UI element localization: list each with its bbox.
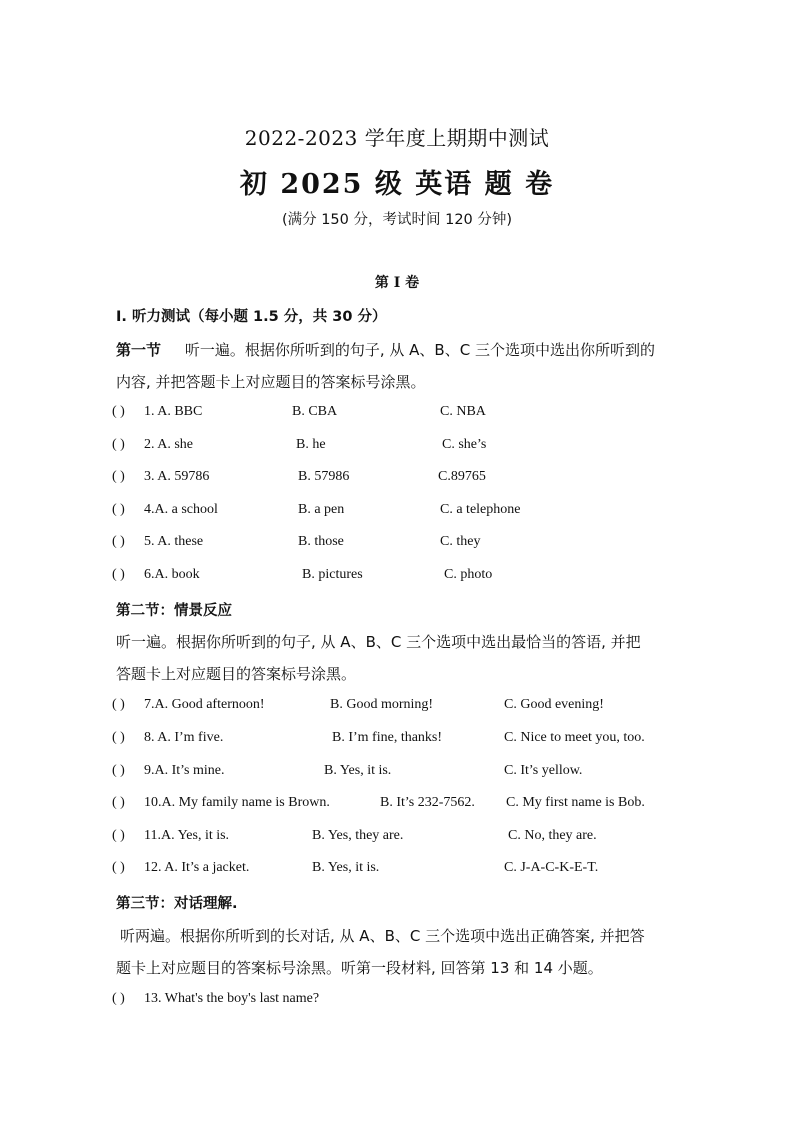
section1-label: 第一节 (116, 341, 162, 359)
answer-blank[interactable]: ( ) (112, 763, 125, 778)
answer-blank[interactable]: ( ) (112, 534, 125, 549)
question-option-b: B. 57986 (298, 469, 350, 484)
section1-text-line1: 听一遍。根据你所听到的句子, 从 A、B、C 三个选项中选出你所听到的 (184, 341, 655, 359)
question-option-b: B. a pen (298, 502, 345, 517)
exam-note: (满分 150 分，考试时间 120 分钟) (281, 212, 513, 228)
question-option-a: 8. A. I’m five. (144, 730, 224, 745)
question-option-b: B. he (296, 437, 326, 452)
question-option-c: C. a telephone (440, 502, 521, 517)
answer-blank[interactable]: ( ) (112, 404, 125, 419)
answer-blank[interactable]: ( ) (112, 469, 125, 484)
question-option-a: 7.A. Good afternoon! (144, 697, 265, 712)
question-option-b: B. Yes, it is. (324, 763, 392, 778)
answer-blank[interactable]: ( ) (112, 567, 125, 582)
answer-blank[interactable]: ( ) (112, 991, 125, 1006)
part1-heading: I. 听力测试（每小题 1.5 分，共 30 分） (116, 309, 387, 325)
question-option-c: C. she’s (442, 437, 487, 452)
volume-label: 第 I 卷 (374, 275, 420, 291)
question-option-b: B. I’m fine, thanks! (332, 730, 443, 745)
question-option-c: C.89765 (438, 469, 486, 484)
answer-blank[interactable]: ( ) (112, 828, 125, 843)
section2-text-line1: 听一遍。根据你所听到的句子, 从 A、B、C 三个选项中选出最恰当的答语, 并把 (116, 633, 641, 651)
question-option-b: B. It’s 232-7562. (380, 795, 475, 810)
question-option-a: 11.A. Yes, it is. (144, 828, 230, 843)
question-option-b: B. Good morning! (330, 697, 434, 712)
section2-text-line2: 答题卡上对应题目的答案标号涂黑。 (116, 665, 357, 683)
question-option-a: 9.A. It’s mine. (144, 763, 225, 778)
question-option-c: C. Nice to meet you, too. (504, 730, 645, 745)
question-option-a: 12. A. It’s a jacket. (144, 860, 250, 875)
question-option-a: 10.A. My family name is Brown. (144, 795, 330, 810)
section1-instruction (116, 339, 655, 360)
answer-blank[interactable]: ( ) (112, 502, 125, 517)
question-option-a: 2. A. she (144, 437, 193, 452)
question-option-b: B. Yes, it is. (312, 860, 380, 875)
question-option-c: C. J-A-C-K-E-T. (504, 860, 599, 875)
question-option-b: B. CBA (292, 404, 338, 419)
question-option-a: 1. A. BBC (144, 404, 203, 419)
question-option-a: 6.A. book (144, 567, 200, 582)
question-option-b: B. pictures (302, 567, 363, 582)
question-option-a: 3. A. 59786 (144, 469, 210, 484)
section3-label: 第三节：对话理解. (116, 896, 238, 912)
question-option-a: 4.A. a school (144, 502, 218, 517)
question-option-c: C. My first name is Bob. (506, 795, 645, 810)
question-option-c: C. Good evening! (504, 697, 604, 712)
question-option-c: C. No, they are. (508, 828, 597, 843)
answer-blank[interactable]: ( ) (112, 860, 125, 875)
section3-text-line2: 题卡上对应题目的答案标号涂黑。听第一段材料, 回答第 13 和 14 小题。 (116, 959, 603, 977)
question-option-b: B. those (298, 534, 344, 549)
question-stem: 13. What's the boy's last name? (144, 991, 320, 1006)
section3-text-line1: 听两遍。根据你所听到的长对话, 从 A、B、C 三个选项中选出正确答案, 并把答 (120, 927, 645, 945)
question-option-a: 5. A. these (144, 534, 204, 549)
answer-blank[interactable]: ( ) (112, 437, 125, 452)
question-option-c: C. photo (444, 567, 493, 582)
answer-blank[interactable]: ( ) (112, 730, 125, 745)
question-option-c: C. they (440, 534, 481, 549)
question-option-b: B. Yes, they are. (312, 828, 404, 843)
answer-blank[interactable]: ( ) (112, 795, 125, 810)
exam-subtitle: 初 2025 级 英语 题 卷 (239, 169, 555, 200)
section1-text-line2: 内容, 并把答题卡上对应题目的答案标号涂黑。 (116, 373, 426, 391)
exam-title: 2022-2023 学年度上期期中测试 (244, 126, 550, 150)
answer-blank[interactable]: ( ) (112, 697, 125, 712)
section2-label: 第二节：情景反应 (116, 603, 232, 619)
question-option-c: C. NBA (440, 404, 486, 419)
question-option-c: C. It’s yellow. (504, 763, 583, 778)
